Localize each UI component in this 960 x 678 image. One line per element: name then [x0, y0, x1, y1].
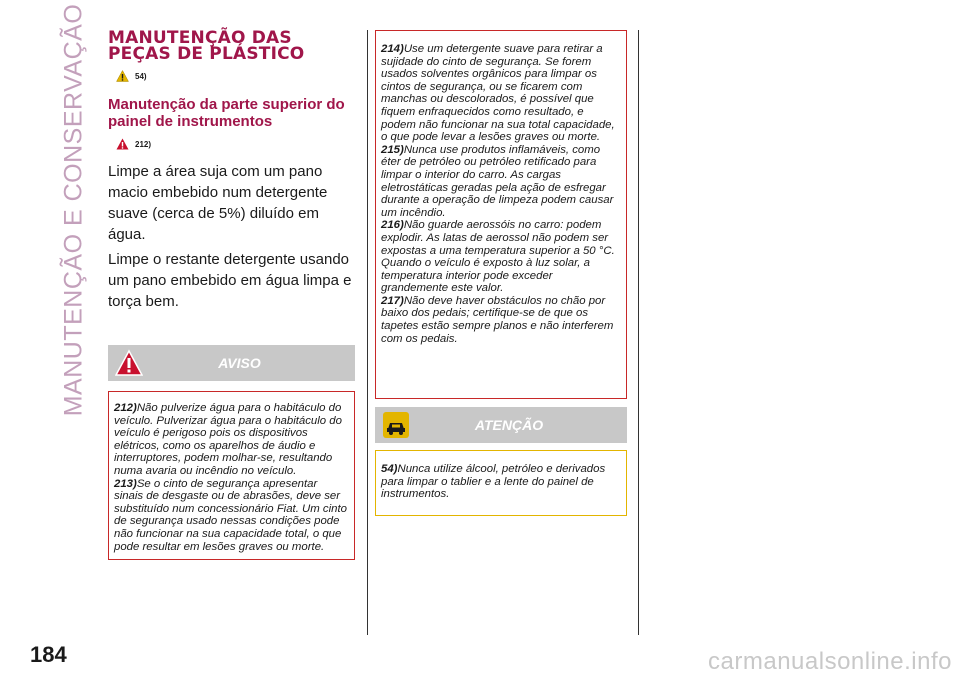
caution-box-header	[375, 407, 627, 443]
subsection-title: Manutenção da parte superior do painel de instrumentos	[108, 96, 345, 130]
warning-box-body	[108, 391, 355, 560]
warning-item-text: Não deve haver obstáculos no chão por baixo dos pedais; certifique-se de que os tapetes estão sempre planos e não interferem com os pedais.	[381, 294, 614, 345]
warning-box-header	[108, 345, 355, 381]
warning-item-text: Não pulverize água para o habitáculo do veículo. Pulverizar água para o habitáculo do veículo é perigoso pois os dispositivos elétricos, como os aparelhos de áudio e interruptores, podem molhar-se, resultando numa avaria ou incêndio no veículo.	[114, 402, 342, 477]
warning-item-number: 215)	[381, 143, 404, 156]
warning-item-number: 216)	[381, 219, 404, 232]
subsection-ref-number: 212)	[135, 139, 152, 149]
warning-item-text: Não guarde aerossóis no carro: podem explodir. As latas de aerossol não podem ser expostas a uma temperatura superior a 50 °C. Quando o veículo é exposto à luz solar, a temperatura interior pode exceder grandemente este valor.	[381, 219, 615, 295]
warning-item-text: Se o cinto de segurança apresentar sinais de desgaste ou de abrasões, deve ser substituído num concessionário Fiat. Um cinto de segurança usado nessas condições pode não funcionar na sua capacidade total, o que pode resultar em lesões graves ou morte.	[114, 477, 347, 553]
caution-box-label: ATENÇÃO	[474, 417, 544, 433]
warning-box	[108, 345, 355, 560]
section-title-line-2: PEÇAS DE PLÁSTICO	[108, 44, 305, 64]
warning-item	[381, 219, 621, 295]
body-paragraph: Limpe a área suja com um pano macio embebido num detergente suave (cerca de 5%) diluído em água.	[108, 163, 328, 243]
right-column	[375, 30, 627, 516]
section-title-line-1: MANUTENÇÃO DAS	[108, 28, 292, 48]
warning-item-number: 212)	[114, 402, 137, 414]
caution-item-text: Nunca utilize álcool, petróleo e derivados para limpar o tablier e a lente do painel de instrumentos.	[381, 463, 606, 501]
caution-item	[381, 463, 621, 501]
warning-box-continued	[375, 30, 627, 399]
page-number: 184	[30, 642, 67, 667]
column-divider	[638, 30, 639, 635]
warning-item	[381, 43, 621, 144]
warning-item	[114, 478, 349, 554]
left-column	[108, 30, 355, 560]
warning-item-number: 217)	[381, 294, 404, 307]
warning-triangle-icon	[116, 138, 129, 150]
caution-item-number: 54)	[381, 463, 398, 475]
caution-triangle-icon	[116, 70, 129, 82]
caution-box-body	[375, 450, 627, 516]
body-paragraph: Limpe o restante detergente usando um pano embebido em água limpa e torça bem.	[108, 251, 352, 310]
watermark: carmanualsonline.info	[708, 648, 952, 675]
warning-item-text: Nunca use produtos inflamáveis, como éter de petróleo ou petróleo retificado para limpar o interior do carro. As cargas eletrostáticas geradas pela ação de esfregar durante a operação de limpeza podem causar um incêndio.	[381, 143, 614, 219]
car-caution-icon	[382, 411, 410, 439]
side-chapter-title-text: MANUTENÇÃO E CONSERVAÇÃO	[59, 3, 88, 417]
side-chapter-title	[54, 3, 94, 417]
warning-item	[381, 295, 621, 345]
warning-item-number: 214)	[381, 43, 404, 55]
section-ref	[116, 69, 355, 83]
warning-box-label: AVISO	[218, 355, 261, 371]
warning-item	[381, 144, 621, 220]
section-title	[108, 30, 355, 62]
warning-triangle-icon	[115, 349, 143, 377]
column-divider	[367, 30, 368, 635]
subsection-ref	[116, 137, 355, 151]
section-ref-number: 54)	[135, 71, 147, 81]
warning-item	[114, 402, 349, 478]
caution-box	[375, 407, 627, 516]
warning-item-text: Use um detergente suave para retirar a sujidade do cinto de segurança. Se forem usados solventes orgânicos para limpar os cintos de segurança, ou se ficarem com manchas ou descolorados, é possível que fiquem enfraquecidos como resultado, e podem não funcionar na sua total capacidade, o que pode levar a lesões graves ou morte.	[381, 43, 615, 144]
warning-item-number: 213)	[114, 477, 137, 490]
